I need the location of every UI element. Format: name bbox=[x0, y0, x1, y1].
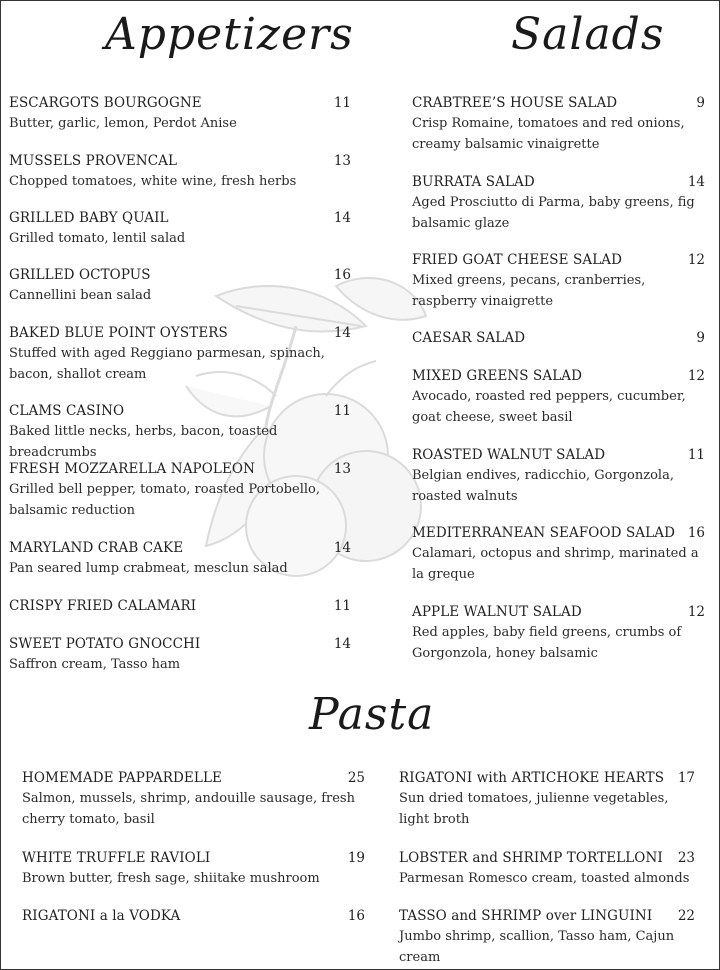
item-name: MUSSELS PROVENCAL bbox=[9, 153, 178, 169]
item-price: 14 bbox=[333, 210, 351, 226]
list-item bbox=[412, 250, 705, 328]
list-item bbox=[22, 848, 365, 906]
item-description: Butter, garlic, lemon, Perdot Anise bbox=[9, 116, 237, 131]
list-item bbox=[399, 768, 695, 848]
list-item bbox=[9, 151, 351, 208]
item-description: Cannellini bean salad bbox=[9, 288, 152, 303]
list-item bbox=[9, 323, 351, 401]
appetizers-title: Appetizers bbox=[105, 9, 354, 60]
item-price: 17 bbox=[677, 770, 695, 786]
pasta-list-left bbox=[22, 768, 365, 944]
item-price: 22 bbox=[677, 908, 695, 924]
item-name: GRILLED BABY QUAIL bbox=[9, 210, 169, 226]
item-price: 9 bbox=[696, 95, 705, 111]
item-name: FRESH MOZZARELLA NAPOLEON bbox=[9, 461, 256, 477]
list-item bbox=[412, 602, 705, 666]
item-name: CRISPY FRIED CALAMARI bbox=[9, 598, 197, 614]
item-name: CAESAR SALAD bbox=[412, 330, 526, 346]
list-item bbox=[9, 401, 351, 459]
item-name: APPLE WALNUT SALAD bbox=[412, 604, 582, 620]
item-name: FRIED GOAT CHEESE SALAD bbox=[412, 252, 623, 268]
item-name: MARYLAND CRAB CAKE bbox=[9, 540, 184, 556]
list-item bbox=[9, 459, 351, 538]
item-name: SWEET POTATO GNOCCHI bbox=[9, 636, 201, 652]
item-name: BAKED BLUE POINT OYSTERS bbox=[9, 325, 228, 341]
item-description: Grilled bell pepper, tomato, roasted Portobello, balsamic reduction bbox=[9, 482, 320, 518]
list-item bbox=[399, 906, 695, 966]
item-description: Calamari, octopus and shrimp, marinated a la greque bbox=[412, 546, 699, 582]
item-name: RIGATONI with ARTICHOKE HEARTS bbox=[399, 770, 665, 786]
pasta-list-right bbox=[399, 768, 695, 966]
item-name: CRABTREE’S HOUSE SALAD bbox=[412, 95, 618, 111]
item-description: Brown butter, fresh sage, shiitake mushroom bbox=[22, 871, 320, 886]
item-price: 16 bbox=[687, 525, 705, 541]
list-item bbox=[412, 328, 705, 366]
item-price: 16 bbox=[333, 267, 351, 283]
list-item bbox=[9, 208, 351, 265]
list-item bbox=[22, 906, 365, 944]
item-price: 25 bbox=[347, 770, 365, 786]
item-name: CLAMS CASINO bbox=[9, 403, 125, 419]
list-item bbox=[9, 634, 351, 678]
item-name: ROASTED WALNUT SALAD bbox=[412, 447, 606, 463]
item-description: Aged Prosciutto di Parma, baby greens, fig balsamic glaze bbox=[412, 195, 695, 231]
list-item bbox=[412, 523, 705, 602]
list-item bbox=[412, 93, 705, 172]
item-description: Saffron cream, Tasso ham bbox=[9, 657, 181, 672]
item-description: Grilled tomato, lentil salad bbox=[9, 231, 186, 246]
list-item bbox=[22, 768, 365, 848]
list-item bbox=[412, 445, 705, 523]
item-description: Red apples, baby field greens, crumbs of Gorgonzola, honey balsamic bbox=[412, 625, 682, 661]
item-price: 12 bbox=[687, 604, 705, 620]
item-price: 11 bbox=[333, 403, 351, 419]
item-price: 13 bbox=[333, 153, 351, 169]
appetizers-list bbox=[9, 93, 351, 678]
item-price: 19 bbox=[347, 850, 365, 866]
item-name: GRILLED OCTOPUS bbox=[9, 267, 151, 283]
item-name: LOBSTER and SHRIMP TORTELLONI bbox=[399, 850, 663, 866]
item-price: 14 bbox=[333, 540, 351, 556]
item-price: 23 bbox=[677, 850, 695, 866]
item-price: 11 bbox=[687, 447, 705, 463]
item-description: Stuffed with aged Reggiano parmesan, spinach, bacon, shallot cream bbox=[9, 346, 325, 382]
item-description: Baked little necks, herbs, bacon, toasted breadcrumbs bbox=[9, 424, 278, 460]
item-name: TASSO and SHRIMP over LINGUINI bbox=[399, 908, 653, 924]
item-name: WHITE TRUFFLE RAVIOLI bbox=[22, 850, 211, 866]
item-description: Mixed greens, pecans, cranberries, raspberry vinaigrette bbox=[412, 273, 646, 309]
salads-title: Salads bbox=[511, 9, 665, 60]
item-name: MIXED GREENS SALAD bbox=[412, 368, 583, 384]
item-description: Pan seared lump crabmeat, mesclun salad bbox=[9, 561, 288, 576]
salads-list bbox=[412, 93, 705, 666]
list-item bbox=[9, 596, 351, 634]
item-price: 14 bbox=[333, 325, 351, 341]
item-price: 14 bbox=[687, 174, 705, 190]
item-price: 13 bbox=[333, 461, 351, 477]
item-price: 12 bbox=[687, 252, 705, 268]
item-name: RIGATONI a la VODKA bbox=[22, 908, 181, 924]
item-name: ESCARGOTS BOURGOGNE bbox=[9, 95, 202, 111]
item-price: 11 bbox=[333, 598, 351, 614]
item-description: Avocado, roasted red peppers, cucumber, goat cheese, sweet basil bbox=[412, 389, 686, 425]
item-description: Crisp Romaine, tomatoes and red onions, creamy balsamic vinaigrette bbox=[412, 116, 685, 152]
item-price: 16 bbox=[347, 908, 365, 924]
item-description: Salmon, mussels, shrimp, andouille sausage, fresh cherry tomato, basil bbox=[22, 791, 355, 827]
item-description: Chopped tomatoes, white wine, fresh herbs bbox=[9, 174, 297, 189]
item-price: 14 bbox=[333, 636, 351, 652]
item-price: 9 bbox=[696, 330, 705, 346]
item-name: HOMEMADE PAPPARDELLE bbox=[22, 770, 222, 786]
list-item bbox=[9, 93, 351, 151]
item-price: 11 bbox=[333, 95, 351, 111]
item-name: MEDITERRANEAN SEAFOOD SALAD bbox=[412, 525, 675, 541]
list-item bbox=[399, 848, 695, 906]
item-description: Parmesan Romesco cream, toasted almonds bbox=[399, 871, 690, 886]
list-item bbox=[412, 172, 705, 250]
list-item bbox=[9, 538, 351, 596]
item-description: Belgian endives, radicchio, Gorgonzola, roasted walnuts bbox=[412, 468, 674, 504]
pasta-title: Pasta bbox=[309, 689, 435, 740]
item-description: Jumbo shrimp, scallion, Tasso ham, Cajun cream bbox=[399, 929, 675, 965]
item-price: 12 bbox=[687, 368, 705, 384]
item-description: Sun dried tomatoes, julienne vegetables, light broth bbox=[399, 791, 669, 827]
list-item bbox=[9, 265, 351, 323]
list-item bbox=[412, 366, 705, 445]
item-name: BURRATA SALAD bbox=[412, 174, 535, 190]
